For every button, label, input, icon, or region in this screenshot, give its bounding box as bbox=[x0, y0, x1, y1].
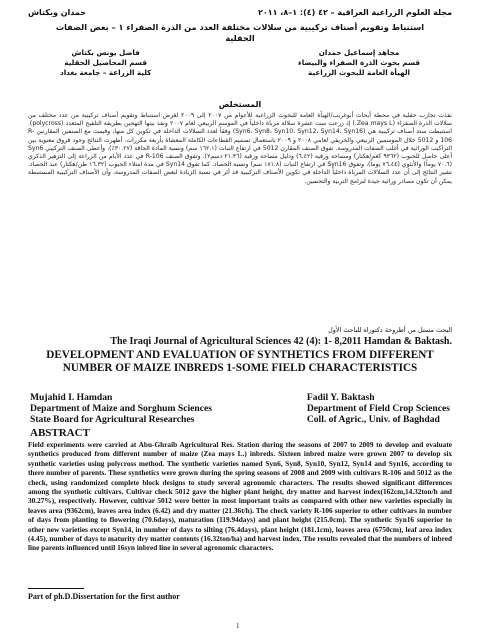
author-institution: Coll. of Agric., Univ. of Baghdad bbox=[306, 414, 440, 425]
arabic-running-authors: حمدان وبكتاش bbox=[28, 8, 87, 17]
english-author-first bbox=[30, 392, 212, 425]
arabic-title: استنباط وتقويم أصناف تركيبية من سلالات مختلفة العدد من الذرة الصفراء ١ – بعض الصفات الحقلية bbox=[55, 22, 425, 43]
english-abstract-body: Field experiments were carried at Abu-Ghraib Agricultural Res. Station during the seasons of 2007 to 2009 to develop and evaluate synthetics produced from different number of maize (Zea mays L.) inbreds. Sixteen inbred maize were grown 2007 to develop six synthetic varieties using polycross method. The synthetic varieties named Syn6, Syn8, Syn10, Syn12, Syn14 and Syn16, according to there number of parents. These synthetics were grown during the spring seasons of 2008 and 2009 with cultivars R-106 and 5012 as the check, using randomized complete block designs to study several agronomic characters. The results showed significant differences among the synthetic cultivars. Cultivar check 5012 gave the higher plant height, dry matter and harvest index(162cm,14.32ton/h and 30.27%), respectively. However, cultivar 5012 were better in most important traits as compared with other new varieties especially in leaves area (9362cm), leaves area index (6.42) and dry matter (21.36t/h). The check variety R-106 superior to other cultivars in number of days from planting to flowering (70.6days), maturation (119.94days) and plant height (215.0cm). The synthetic Syn16 superior to other new varieties except Syn14, in number of days to silting (76.4days), plant height (181.1cm), leaves area (6750cm), leaf area index (4.45), number of days to maturity dry matter contents (16.32ton/ha) and harvest index. The results revealed that the numbers of inbred line parents influenced until 16syn inbred line in several agronomic characters. bbox=[28, 440, 452, 553]
author-name: مجاهد إسماعيل حمدان bbox=[318, 48, 400, 57]
english-journal-header: The Iraqi Journal of Agricultural Sciences 42 (4): 1- 8,2011 Hamdan & Baktash. bbox=[110, 336, 452, 347]
page-number: 1 bbox=[236, 622, 240, 630]
footnote-rule bbox=[28, 588, 84, 589]
author-name: Fadil Y. Baktash bbox=[306, 392, 375, 403]
arabic-journal-header bbox=[28, 8, 452, 17]
english-title: DEVELOPMENT AND EVALUATION OF SYNTHETICS FROM DIFFERENT NUMBER OF MAIZE INBREDS 1-SOME FIELD CHARACTERISTICS bbox=[46, 349, 434, 374]
author-department: Department of Field Crop Sciences bbox=[306, 403, 450, 414]
arabic-author-first bbox=[298, 48, 420, 78]
author-department: قسم بحوث الذرة الصفراء والبيضاء bbox=[298, 58, 420, 67]
arabic-abstract-heading: المستخلص bbox=[218, 100, 262, 109]
author-department: Department of Maize and Sorghum Sciences bbox=[30, 403, 212, 414]
english-author-second bbox=[307, 392, 450, 425]
arabic-abstract-body: نفذت تجارب حقلية في محطة أبحاث أبوغريب/الهيأة العامة للبحوث الزراعية للأعوام من ٢٠٠٧ إلى ٢٠٠٩ لغرض استنباط وتقويم أصناف تركيبية من عدد مختلف من سلالات الذرة الصفراء (Zea mays L.) إذ زرعت ست عشرة سلالة مرباة داخلياً في الموسم الربيعي لعام ٢٠٠٧ ونفذ بينها التهجين بطريقة التلقيح المتعدد (polycross). استنبطت ستة أصناف تركيبية هي (Syn6، Syn8، Syn10، Syn12، Syn14، Syn16) وفقاً لعدد السلالات الداخلة في تكوين كل منها، وقيمت مع الصنفين المقارنين R-106 و 5012 خلال الموسمين الربيعي والخريفي لعامي ٢٠٠٨ و ٢٠٠٩ باستعمال تصميم القطاعات الكاملة المعشاة بأربعة مكررات. أظهرت النتائج وجود فروق معنوية بين التراكيب الوراثية في أغلب الصفات المدروسة. تفوق الصنف المقارن 5012 في ارتفاع النبات (١٦٢.١ سم) ونسبة المادة الجافة (٣٠.٢٧٪)، وأعطى الصنف التركيبي Syn6 أعلى حاصل للحبوب (٩٣٦٢ كغم/هكتار) ومساحة ورقية (٦.٤٢) ودليل مساحة ورقية (٢١.٣٦ دسم٢). وتفوق الصنف R-106 في عدد الأيام من الزراعة إلى التزهير الذكري (٧٠.٦ يوماً) والأنثوي (٧٦.٤٤ يوماً)، وتفوق Syn16 في ارتفاع النبات (١٨١.٨ سم) ونسبة الحصاد. كما تفوق Syn14 في مدة امتلاء الحبوب (١٦.٣٢ طن/هكتار) عند الحصاد. تشير النتائج إلى أن عدد السلالات المرباة داخلياً الداخلة في تكوين الأصناف التركيبية قد أثر في نسبة الزيادة لبعض الصفات المدروسة، وأن الأصناف التركيبية المستنبطة يمكن أن تكون مصادر وراثية جيدة لبرامج التربية والتحسين. bbox=[28, 112, 453, 185]
arabic-author-second bbox=[60, 48, 151, 78]
author-name: فاضل يونس بكتاش bbox=[71, 48, 140, 57]
arabic-authors bbox=[60, 48, 420, 78]
english-abstract-heading: ABSTRACT bbox=[30, 427, 90, 439]
arabic-footnote: البحث مستل من أطروحة دكتوراه للباحث الأول bbox=[328, 326, 452, 334]
english-footnote: Part of ph.D.Dissertation for the first author bbox=[28, 592, 180, 601]
english-authors bbox=[30, 392, 450, 425]
author-name: Mujahid I. Hamdan bbox=[30, 392, 113, 403]
author-institution: كلية الزراعة – جامعة بغداد bbox=[60, 68, 152, 77]
author-department: قسم المحاصيل الحقلية bbox=[64, 58, 147, 67]
author-institution: State Board for Agricultural Researches bbox=[30, 414, 195, 425]
arabic-journal-citation: مجلة العلوم الزراعية العراقية – ٤٢ (٤): ١–٨، ٢٠١١ bbox=[257, 8, 452, 17]
author-institution: الهيأة العامة للبحوث الزراعية bbox=[308, 68, 410, 77]
